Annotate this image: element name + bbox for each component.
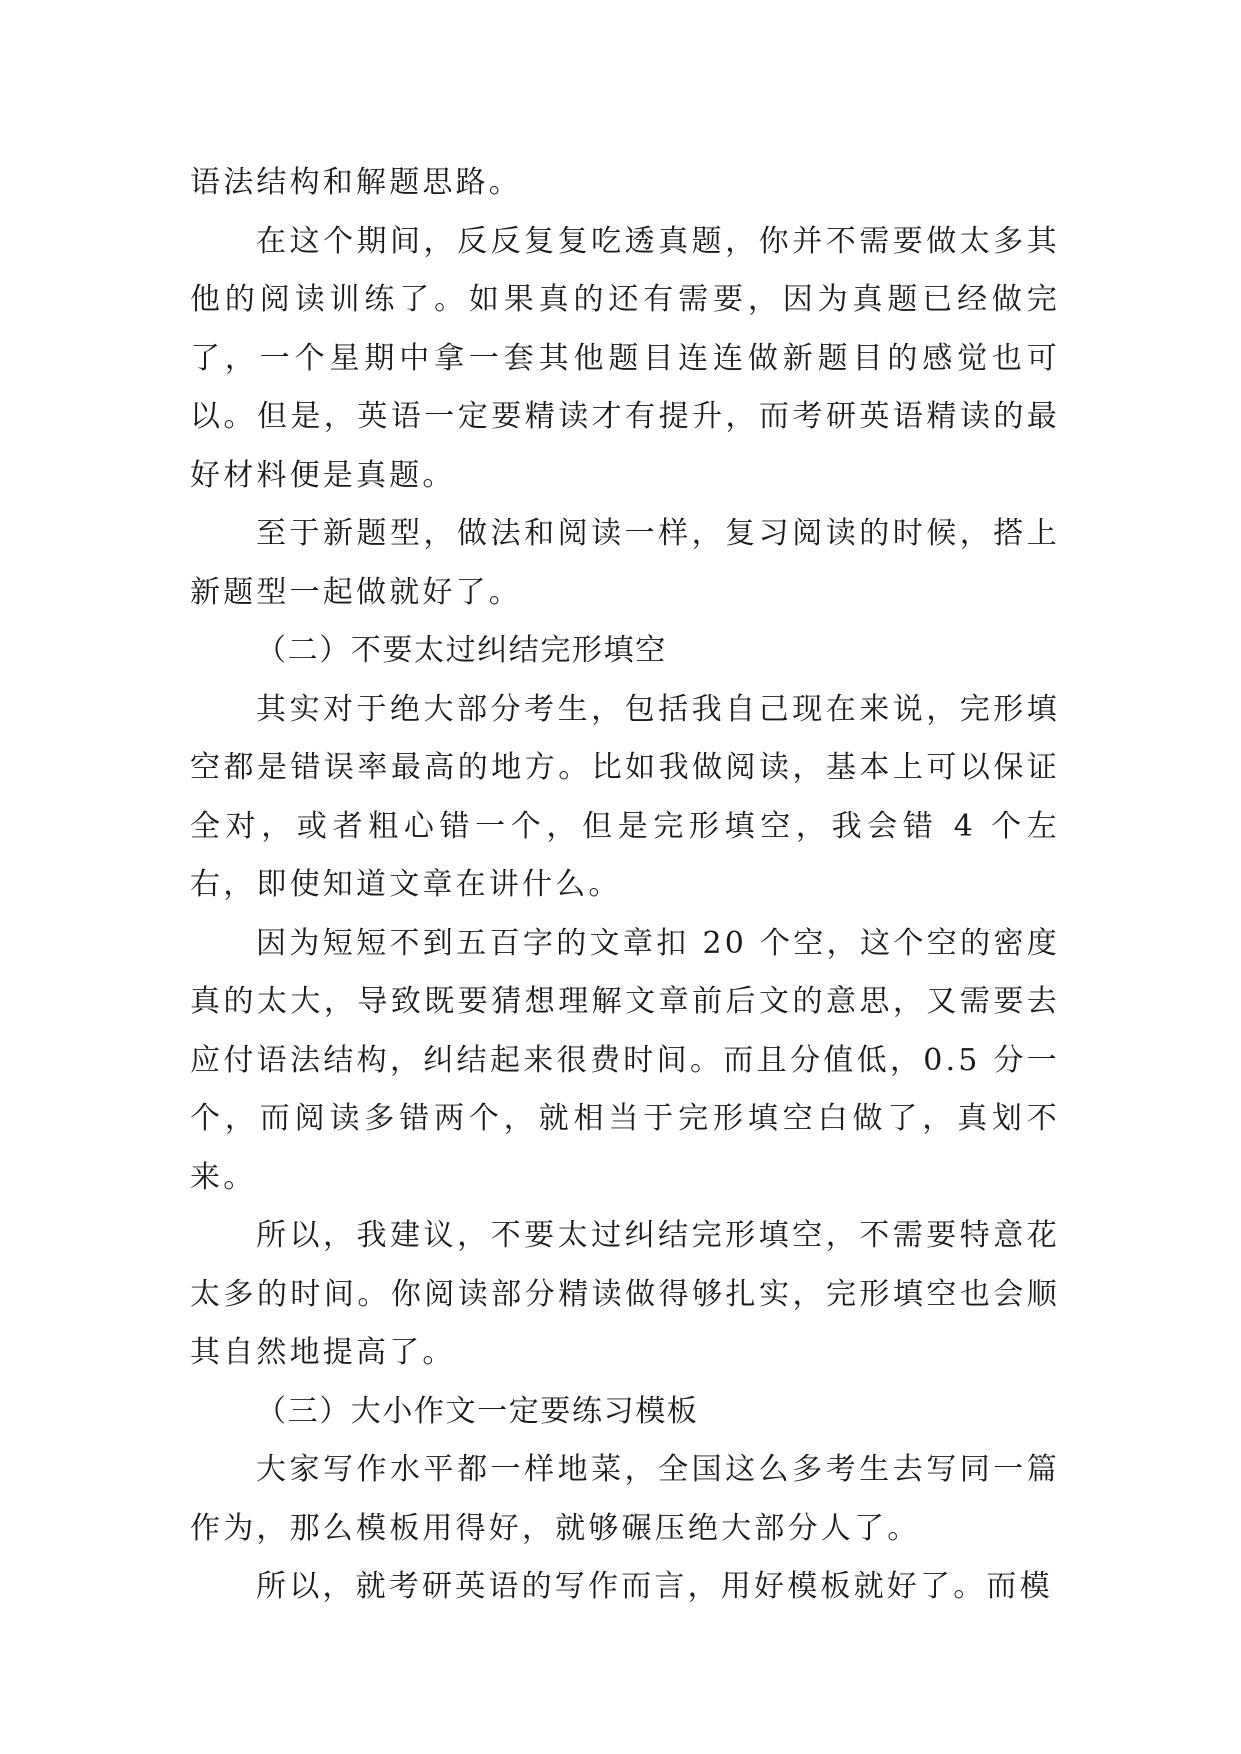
document-body — [190, 154, 1060, 1617]
paragraph: 在这个期间，反反复复吃透真题，你并不需要做太多其他的阅读训练了。如果真的还有需要，因为真题已经做完了，一个星期中拿一套其他题目连连做新题目的感觉也可以。但是，英语一定要精读才有提升，而考研英语精读的最好材料便是真题。 — [190, 223, 1060, 493]
section-heading: （二）不要太过纠结完形填空 — [256, 633, 667, 668]
paragraph: 其实对于绝大部分考生，包括我自己现在来说，完形填空都是错误率最高的地方。比如我做阅读，基本上可以保证全对，或者粗心错一个，但是完形填空，我会错 4 个左右，即使知道文章在讲什么。 — [190, 691, 1060, 902]
paragraph: 至于新题型，做法和阅读一样，复习阅读的时候，搭上新题型一起做就好了。 — [190, 516, 1060, 610]
paragraph-continuation: 语法结构和解题思路。 — [190, 165, 522, 200]
paragraph: 所以，我建议，不要太过纠结完形填空，不需要特意花太多的时间。你阅读部分精读做得够扎实，完形填空也会顺其自然地提高了。 — [190, 1218, 1060, 1370]
paragraph: 大家写作水平都一样地菜，全国这么多考生去写同一篇作为，那么模板用得好，就够碾压绝大部分人了。 — [190, 1452, 1060, 1546]
paragraph: 所以，就考研英语的写作而言，用好模板就好了。而模 — [256, 1569, 1053, 1604]
section-heading: （三）大小作文一定要练习模板 — [256, 1393, 699, 1429]
paragraph: 因为短短不到五百字的文章扣 20 个空，这个空的密度真的太大，导致既要猜想理解文章前后文的意思，又需要去应付语法结构，纠结起来很费时间。而且分值低，0.5 分一个，而阅读多错两个，就相当于完形填空白做了，真划不来。 — [190, 925, 1060, 1195]
